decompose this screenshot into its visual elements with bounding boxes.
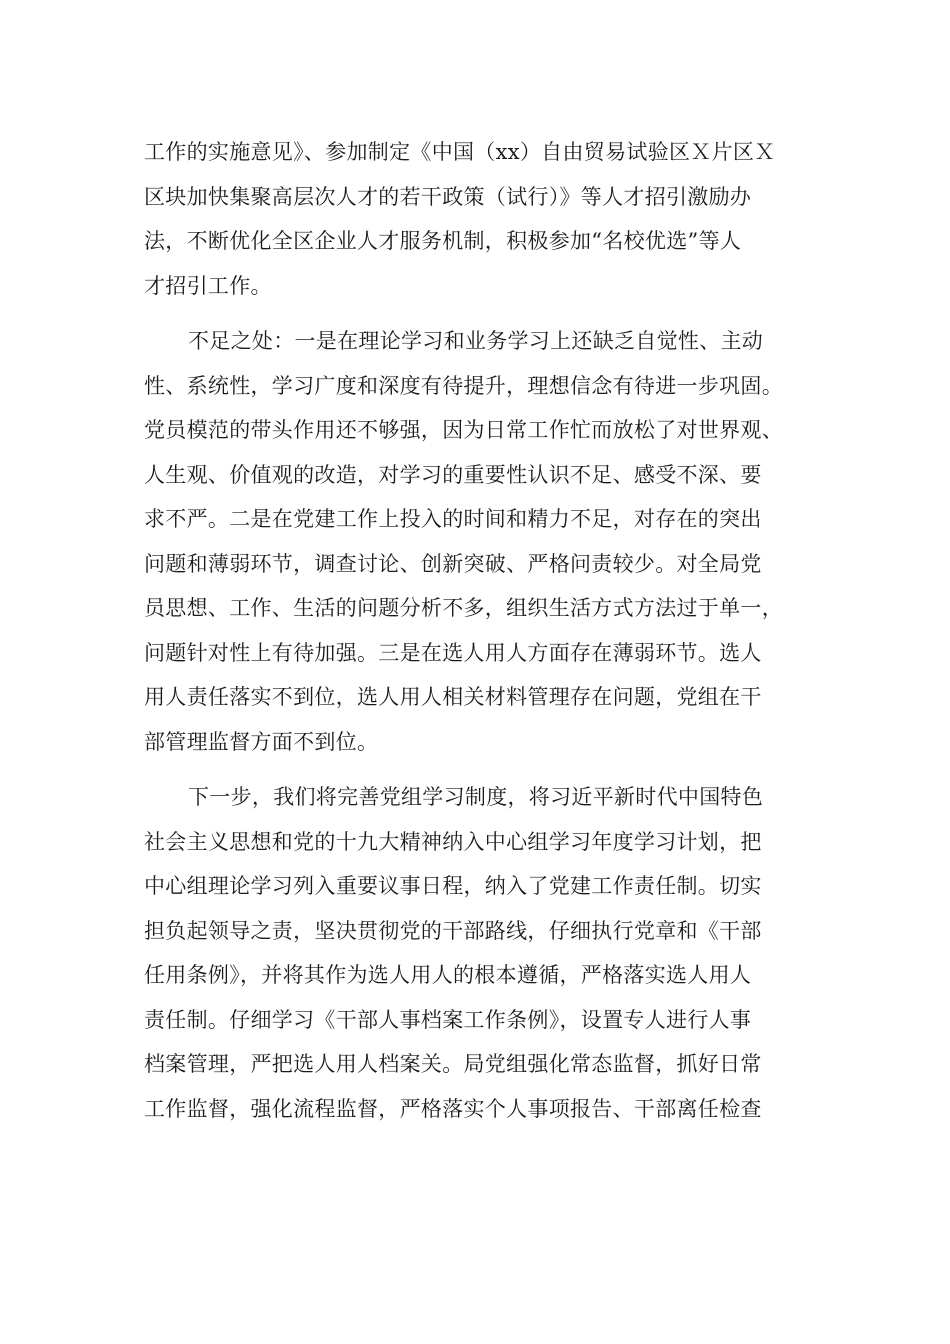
text-line: 才招引工作。 [144,273,272,298]
text-line: 部管理监督方面不到位。 [144,729,379,754]
text-line: 社会主义思想和党的十九大精神纳入中心组学习年度学习计划，把 [144,829,762,854]
text-line: 不足之处：一是在理论学习和业务学习上还缺乏自觉性、主动 [188,329,764,353]
text-line: 求不严。二是在党建工作上投入的时间和精力不足，对存在的突出 [144,507,762,531]
text-line: 担负起领导之责，坚决贯彻党的干部路线，仔细执行党章和《干部 [144,918,762,943]
text-line: 问题针对性上有待加强。三是在选人用人方面存在薄弱环节。选人 [144,640,762,665]
text-line: 下一步，我们将完善党组学习制度，将习近平新时代中国特色 [188,785,764,809]
paragraph-spacer [144,764,824,775]
text-line: 用人责任落实不到位，选人用人相关材料管理存在问题，党组在干 [144,685,762,709]
text-line: 任用条例》，并将其作为选人用人的根本遵循，严格落实选人用人 [144,963,752,987]
text-line: 党员模范的带头作用还不够强，因为日常工作忙而放松了对世界观、 [144,418,783,442]
text-line: 责任制。仔细学习《干部人事档案工作条例》，设置专人进行人事 [144,1007,752,1032]
paragraph [144,319,824,764]
text-line: 区块加快集聚高层次人才的若干政策（试行）》等人才招引激励办 [144,184,752,209]
paragraph-spacer [144,308,824,319]
text-line: 工作监督，强化流程监督，严格落实个人事项报告、干部离任检查 [144,1096,762,1121]
text-line: 人生观、价值观的改造，对学习的重要性认识不足、感受不深、要 [144,462,762,487]
text-line: 档案管理，严把选人用人档案关。局党组强化常态监督，抓好日常 [144,1052,762,1076]
paragraph [144,775,824,1131]
text-line: 工作的实施意见》、参加制定《中国（xx）自由贸易试验区Ｘ片区Ｘ [144,140,776,164]
text-line: 员思想、工作、生活的问题分析不多，组织生活方式方法过于单一， [144,596,783,620]
text-line: 中心组理论学习列入重要议事日程，纳入了党建工作责任制。切实 [144,874,762,898]
text-line: 法，不断优化全区企业人才服务机制，积极参加“名校优选”等人 [144,229,742,253]
text-line: 性、系统性，学习广度和深度有待提升，理想信念有待进一步巩固。 [144,373,783,398]
paragraph [144,130,824,308]
text-line: 问题和薄弱环节，调查讨论、创新突破、严格问责较少。对全局党 [144,551,762,576]
document-body [144,130,824,1131]
